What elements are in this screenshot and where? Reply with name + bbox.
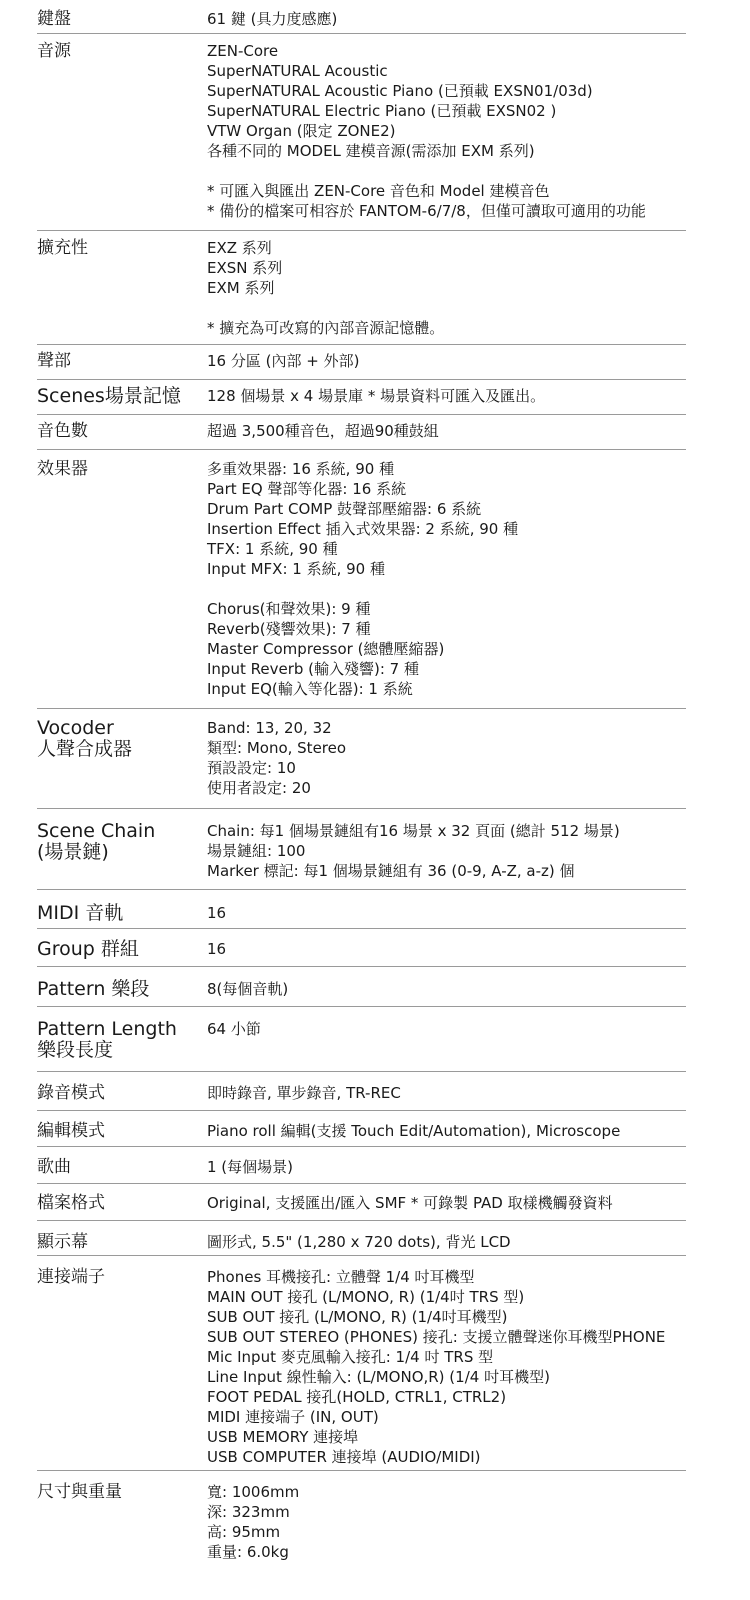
spec-label <box>37 939 139 960</box>
spec-value-line: 1 (每個場景) <box>207 1158 294 1176</box>
spec-label-line: 歌曲 <box>37 1157 71 1177</box>
spec-value-line: 16 分區 (內部 + 外部) <box>207 352 360 370</box>
spec-value-line: 即時錄音, 單步錄音, TR-REC <box>207 1084 401 1102</box>
spec-label <box>37 9 71 29</box>
spec-value-line <box>207 161 646 181</box>
row-divider <box>37 1146 686 1147</box>
row-divider <box>37 808 686 809</box>
spec-value-line: 預設設定: 10 <box>207 759 296 777</box>
spec-value-line: Mic Input 麥克風輸入接孔: 1/4 吋 TRS 型 <box>207 1348 494 1366</box>
spec-value-line: EXZ 系列 <box>207 239 272 257</box>
spec-label <box>37 351 71 371</box>
spec-value-line: 高: 95mm <box>207 1523 281 1541</box>
row-divider <box>37 889 686 890</box>
spec-value-line: Drum Part COMP 鼓聲部壓縮器: 6 系統 <box>207 500 482 518</box>
spec-label-line: Scenes場景記憶 <box>37 385 181 407</box>
row-divider <box>37 708 686 709</box>
spec-label <box>37 41 71 61</box>
spec-value-line: Insertion Effect 插入式效果器: 2 系統, 90 種 <box>207 520 519 538</box>
spec-value-line: 重量: 6.0kg <box>207 1543 289 1561</box>
spec-label <box>37 238 88 258</box>
spec-value-line: 超過 3,500種音色，超過90種鼓組 <box>207 422 439 440</box>
spec-value-line: 圖形式, 5.5" (1,280 x 720 dots), 背光 LCD <box>207 1233 511 1251</box>
spec-label-line: Pattern Length <box>37 1018 177 1040</box>
row-divider <box>37 1255 686 1256</box>
spec-label <box>37 1267 105 1287</box>
spec-label-line: 聲部 <box>37 351 71 371</box>
row-divider <box>37 928 686 929</box>
row-divider <box>37 1110 686 1111</box>
spec-label <box>37 979 149 1000</box>
spec-value-line: Part EQ 聲部等化器: 16 系統 <box>207 480 407 498</box>
row-divider <box>37 1183 686 1184</box>
spec-label <box>37 1083 105 1103</box>
spec-value <box>207 1019 261 1039</box>
spec-value <box>207 9 337 29</box>
row-divider <box>37 230 686 231</box>
spec-label <box>37 1482 122 1502</box>
spec-value-line: Chain: 每1 個場景鏈組有16 場景 x 32 頁面 (總計 512 場景) <box>207 822 620 840</box>
spec-label <box>37 821 155 863</box>
spec-value-line: Line Input 線性輸入: (L/MONO,R) (1/4 吋耳機型) <box>207 1368 550 1386</box>
spec-value <box>207 1232 511 1252</box>
spec-value-line: Chorus(和聲效果): 9 種 <box>207 600 371 618</box>
spec-value-line: 61 鍵 (具力度感應) <box>207 10 338 28</box>
spec-value-line: Input MFX: 1 系統, 90 種 <box>207 560 385 578</box>
spec-label-line: 鍵盤 <box>37 9 71 29</box>
spec-value <box>207 939 226 959</box>
spec-label-line: 樂段長度 <box>37 1039 114 1061</box>
spec-label-line: 編輯模式 <box>37 1121 105 1141</box>
spec-value <box>207 421 439 441</box>
spec-value <box>207 1157 293 1177</box>
row-divider <box>37 1470 686 1471</box>
spec-value-line: * 備份的檔案可相容於 FANTOM-6/7/8，但僅可讀取可適用的功能 <box>207 202 646 220</box>
spec-value <box>207 979 288 999</box>
spec-value <box>207 1267 665 1467</box>
spec-value-line: 場景鏈組: 100 <box>207 842 306 860</box>
spec-label <box>37 1193 105 1213</box>
spec-value <box>207 41 646 221</box>
spec-label-line: MIDI 音軌 <box>37 902 124 924</box>
spec-value-line: 寬: 1006mm <box>207 1483 300 1501</box>
spec-label <box>37 903 123 924</box>
row-divider <box>37 344 686 345</box>
row-divider <box>37 1071 686 1072</box>
spec-label-line: 擴充性 <box>37 238 88 258</box>
spec-label-line: Group 群組 <box>37 938 139 960</box>
spec-value-line: USB MEMORY 連接埠 <box>207 1428 359 1446</box>
spec-value-line <box>207 298 444 318</box>
row-divider <box>37 1006 686 1007</box>
spec-label-line: Vocoder <box>37 717 114 739</box>
row-divider <box>37 966 686 967</box>
spec-value-line: 16 <box>207 940 227 958</box>
row-divider <box>37 1220 686 1221</box>
spec-value-line: 使用者設定: 20 <box>207 779 311 797</box>
spec-value-line: MAIN OUT 接孔 (L/MONO, R) (1/4吋 TRS 型) <box>207 1288 525 1306</box>
spec-value <box>207 903 226 923</box>
spec-value-line: FOOT PEDAL 接孔(HOLD, CTRL1, CTRL2) <box>207 1388 507 1406</box>
spec-label <box>37 1019 177 1061</box>
spec-label-line: 檔案格式 <box>37 1193 105 1213</box>
spec-label-line: 連接端子 <box>37 1267 105 1287</box>
spec-value-line: 類型: Mono, Stereo <box>207 739 347 757</box>
spec-value-line: * 可匯入與匯出 ZEN-Core 音色和 Model 建模音色 <box>207 182 550 200</box>
spec-value-line: ZEN-Core <box>207 42 279 60</box>
spec-value-line: Band: 13, 20, 32 <box>207 719 332 737</box>
spec-value-line: SUB OUT 接孔 (L/MONO, R) (1/4吋耳機型) <box>207 1308 508 1326</box>
spec-value-line: SuperNATURAL Electric Piano (已預載 EXSN02 ) <box>207 102 557 120</box>
row-divider <box>37 379 686 380</box>
spec-value-line: MIDI 連接端子 (IN, OUT) <box>207 1408 379 1426</box>
spec-label-line: Scene Chain <box>37 820 156 842</box>
spec-value <box>207 386 545 406</box>
spec-label <box>37 718 132 760</box>
spec-label-line: 音源 <box>37 41 71 61</box>
spec-label <box>37 459 88 479</box>
spec-value <box>207 821 620 881</box>
spec-value-line: 64 小節 <box>207 1020 261 1038</box>
spec-value-line: VTW Organ (限定 ZONE2) <box>207 122 396 140</box>
spec-value-line: Reverb(殘響效果): 7 種 <box>207 620 371 638</box>
spec-label <box>37 386 181 407</box>
spec-label-line: 效果器 <box>37 459 88 479</box>
spec-label <box>37 421 88 441</box>
row-divider <box>37 33 686 34</box>
spec-label-line: 顯示幕 <box>37 1232 88 1252</box>
spec-value-line: * 擴充為可改寫的內部音源記憶體。 <box>207 319 445 337</box>
spec-value-line: SuperNATURAL Acoustic <box>207 62 388 80</box>
spec-value <box>207 238 444 338</box>
spec-value-line: 16 <box>207 904 227 922</box>
spec-label <box>37 1121 105 1141</box>
spec-label-line: (場景鏈) <box>37 841 109 863</box>
spec-value-line: 深: 323mm <box>207 1503 290 1521</box>
spec-value-line: SUB OUT STEREO (PHONES) 接孔: 支援立體聲迷你耳機型PHONE <box>207 1328 666 1346</box>
spec-value-line <box>207 579 518 599</box>
spec-value <box>207 1083 401 1103</box>
spec-value <box>207 1193 613 1213</box>
spec-label-line: 音色數 <box>37 421 88 441</box>
spec-value <box>207 1121 620 1141</box>
row-divider <box>37 449 686 450</box>
spec-label <box>37 1157 71 1177</box>
spec-value-line: Phones 耳機接孔: 立體聲 1/4 吋耳機型 <box>207 1268 475 1286</box>
spec-value <box>207 351 359 371</box>
spec-label <box>37 1232 88 1252</box>
spec-value <box>207 1482 299 1562</box>
spec-value-line: Input Reverb (輸入殘響): 7 種 <box>207 660 419 678</box>
spec-value <box>207 459 518 699</box>
spec-value-line: 8(每個音軌) <box>207 980 289 998</box>
spec-value-line: EXM 系列 <box>207 279 275 297</box>
spec-label-line: 人聲合成器 <box>37 738 133 760</box>
spec-value-line: 128 個場景 x 4 場景庫 * 場景資料可匯入及匯出。 <box>207 387 546 405</box>
spec-value-line: Original, 支援匯出/匯入 SMF * 可錄製 PAD 取樣機觸發資料 <box>207 1194 613 1212</box>
spec-value-line: EXSN 系列 <box>207 259 283 277</box>
spec-value-line: 各種不同的 MODEL 建模音源(需添加 EXM 系列) <box>207 142 535 160</box>
spec-label-line: Pattern 樂段 <box>37 978 150 1000</box>
spec-value-line: Input EQ(輸入等化器): 1 系統 <box>207 680 413 698</box>
row-divider <box>37 414 686 415</box>
spec-value-line: TFX: 1 系統, 90 種 <box>207 540 338 558</box>
spec-value-line: Piano roll 編輯(支援 Touch Edit/Automation), Microscope <box>207 1122 621 1140</box>
spec-value-line: SuperNATURAL Acoustic Piano (已預載 EXSN01/03d) <box>207 82 593 100</box>
spec-label-line: 錄音模式 <box>37 1083 105 1103</box>
spec-value-line: Marker 標記: 每1 個場景鏈組有 36 (0-9, A-Z, a-z) 個 <box>207 862 575 880</box>
spec-label-line: 尺寸與重量 <box>37 1482 122 1502</box>
spec-value <box>207 718 346 798</box>
spec-value-line: 多重效果器: 16 系統, 90 種 <box>207 460 395 478</box>
spec-value-line: Master Compressor (總體壓縮器) <box>207 640 445 658</box>
spec-value-line: USB COMPUTER 連接埠 (AUDIO/MIDI) <box>207 1448 481 1466</box>
